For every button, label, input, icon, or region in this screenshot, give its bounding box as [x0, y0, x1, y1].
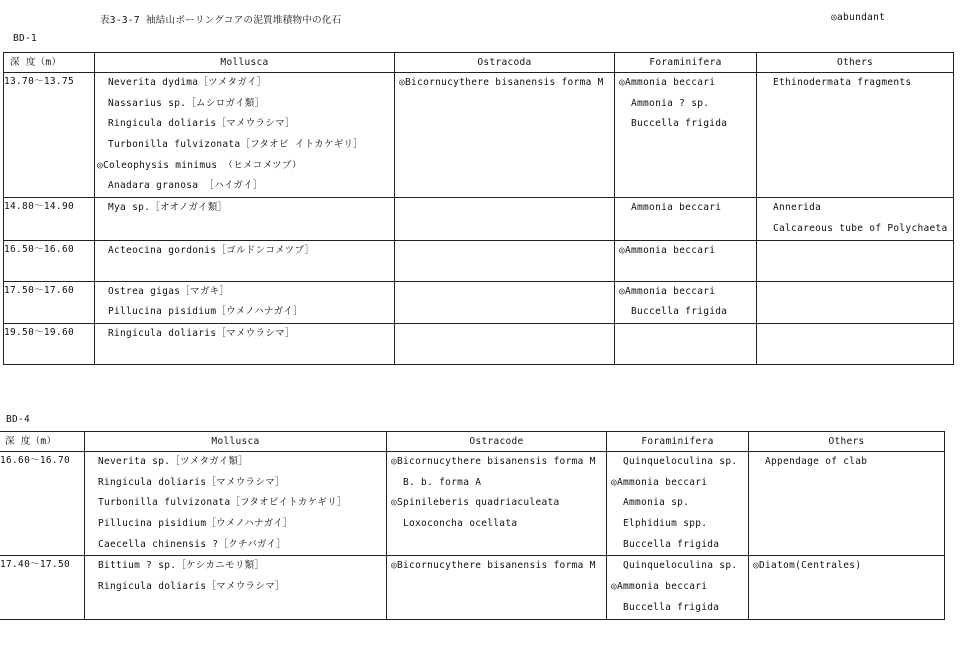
taxon-entry: Ammonia ? sp.	[631, 97, 710, 109]
others-cell	[757, 73, 954, 198]
taxon-entry: Neverita dydima［ツメタガイ］	[108, 77, 267, 88]
header-depth: 深 度（m）	[0, 432, 85, 452]
taxon-entry: ◎Ammonia beccari	[619, 285, 716, 297]
borehole-label-bd1: BD-1	[13, 33, 38, 44]
others-cell	[749, 452, 945, 556]
taxon-entry: Bittium ? sp.［ケシカニモリ類］	[98, 560, 265, 572]
taxon-entry: Ammonia beccari	[631, 202, 722, 214]
taxon-entry: Loxoconcha ocellata	[403, 518, 518, 530]
taxon-entry: Mya sp.［オオノガイ類］	[108, 202, 228, 214]
mollusca-cell	[85, 556, 387, 619]
mollusca-cell	[95, 240, 395, 281]
foraminifera-cell	[615, 198, 757, 240]
taxon-entry: Ringicula doliaris［マメウラシマ］	[108, 327, 295, 339]
header-ostracoda: Ostracoda	[395, 53, 615, 73]
header-depth: 深 度（m）	[4, 53, 95, 73]
depth-cell: 14.80～14.90	[4, 198, 95, 240]
taxon-entry: ◎Bicornucythere bisanensis forma M	[399, 77, 604, 88]
header-ostracode: Ostracode	[387, 432, 607, 452]
others-cell	[757, 281, 954, 323]
table-row	[4, 240, 954, 281]
borehole-label-bd4: BD-4	[6, 414, 31, 425]
taxon-entry: ◎Ammonia beccari	[611, 581, 708, 593]
taxon-entry: Neverita sp.［ツメタガイ類］	[98, 456, 249, 467]
taxon-entry: Anadara granosa ［ハイガイ］	[108, 180, 263, 192]
ostracoda-cell	[395, 198, 615, 240]
taxon-entry: Ringicula doliaris［マメウラシマ］	[98, 581, 285, 593]
taxon-entry: Quinqueloculina sp.	[623, 456, 738, 467]
ostracoda-cell	[387, 556, 607, 619]
taxon-entry: Ringicula doliaris［マメウラシマ］	[98, 476, 285, 488]
depth-cell: 17.50～17.60	[4, 281, 95, 323]
ostracoda-cell	[395, 323, 615, 364]
foraminifera-cell	[607, 452, 749, 556]
table-header-row	[4, 53, 954, 73]
taxon-entry: Ammonia sp.	[623, 497, 690, 509]
header-mollusca: Mollusca	[85, 432, 387, 452]
taxon-entry: ◎Ammonia beccari	[619, 77, 716, 88]
foraminifera-cell	[615, 323, 757, 364]
taxon-entry: ◎Coleophysis minimus （ヒメコメツブ）	[97, 159, 302, 171]
others-cell	[757, 323, 954, 364]
taxon-entry: Turbonilla fulvizonata［フタオビ イトカケギリ］	[108, 139, 364, 151]
header-foraminifera: Foraminifera	[607, 432, 749, 452]
header-mollusca: Mollusca	[95, 53, 395, 73]
taxon-entry: Appendage of clab	[765, 456, 868, 467]
mollusca-cell	[95, 281, 395, 323]
others-cell	[757, 198, 954, 240]
mollusca-cell	[95, 198, 395, 240]
depth-cell: 16.60～16.70	[0, 452, 85, 556]
taxon-entry: Caecella chinensis ?［クチバガイ］	[98, 538, 287, 550]
foraminifera-cell	[615, 73, 757, 198]
taxon-entry: Nassarius sp.［ムシロガイ類］	[108, 97, 265, 109]
taxon-entry: Ostrea gigas［マガキ］	[108, 285, 230, 297]
abundance-legend: ◎abundant	[831, 12, 886, 23]
taxon-entry: Quinqueloculina sp.	[623, 560, 738, 572]
table-row	[0, 452, 945, 556]
taxon-entry: Buccella frigida	[623, 601, 720, 613]
taxon-entry: Ringicula doliaris［マメウラシマ］	[108, 118, 295, 130]
depth-cell: 13.70～13.75	[4, 73, 95, 198]
table-caption: 表3-3-7 袖結山ボーリングコアの泥質堆積物中の化石	[100, 15, 342, 26]
ostracoda-cell	[395, 73, 615, 198]
depth-cell: 19.50～19.60	[4, 323, 95, 364]
taxon-entry: ◎Bicornucythere bisanensis forma M	[391, 456, 596, 467]
depth-cell: 16.50～16.60	[4, 240, 95, 281]
mollusca-cell	[85, 452, 387, 556]
fossil-table-bd4	[0, 431, 945, 620]
ostracoda-cell	[395, 281, 615, 323]
taxon-entry: ◎Ammonia beccari	[619, 244, 716, 256]
taxon-entry: ◎Bicornucythere bisanensis forma M	[391, 560, 596, 572]
ostracoda-cell	[387, 452, 607, 556]
table-header-row	[0, 432, 945, 452]
others-cell	[757, 240, 954, 281]
taxon-entry: Buccella frigida	[631, 118, 728, 130]
taxon-entry: Buccella frigida	[623, 538, 720, 550]
taxon-entry: Acteocina gordonis［ゴルドンコメツブ］	[108, 244, 315, 256]
foraminifera-cell	[615, 281, 757, 323]
table-row	[4, 281, 954, 323]
taxon-entry: Ethinodermata fragments	[773, 77, 912, 88]
header-others: Others	[749, 432, 945, 452]
table-row	[4, 323, 954, 364]
taxon-entry: Pillucina pisidium［ウメノハナガイ］	[98, 518, 293, 530]
mollusca-cell	[95, 323, 395, 364]
taxon-entry: Buccella frigida	[631, 306, 728, 318]
taxon-entry: B. b. forma A	[403, 476, 482, 488]
foraminifera-cell	[607, 556, 749, 619]
taxon-entry: Calcareous tube of Polychaeta	[773, 222, 948, 234]
header-foraminifera: Foraminifera	[615, 53, 757, 73]
taxon-entry: Annerida	[773, 202, 822, 214]
taxon-entry: Pillucina pisidium［ウメノハナガイ］	[108, 306, 303, 318]
others-cell	[749, 556, 945, 619]
table-row	[0, 556, 945, 619]
header-others: Others	[757, 53, 954, 73]
ostracoda-cell	[395, 240, 615, 281]
taxon-entry: ◎Diatom(Centrales)	[753, 560, 862, 572]
depth-cell: 17.40～17.50	[0, 556, 85, 619]
taxon-entry: ◎Ammonia beccari	[611, 476, 708, 488]
table-row	[4, 198, 954, 240]
taxon-entry: Elphidium spp.	[623, 518, 708, 530]
mollusca-cell	[95, 73, 395, 198]
table-row	[4, 73, 954, 198]
fossil-table-bd1	[3, 52, 954, 365]
taxon-entry: ◎Spinileberis quadriaculeata	[391, 497, 560, 509]
foraminifera-cell	[615, 240, 757, 281]
taxon-entry: Turbonilla fulvizonata［フタオビイトカケギリ］	[98, 497, 347, 509]
